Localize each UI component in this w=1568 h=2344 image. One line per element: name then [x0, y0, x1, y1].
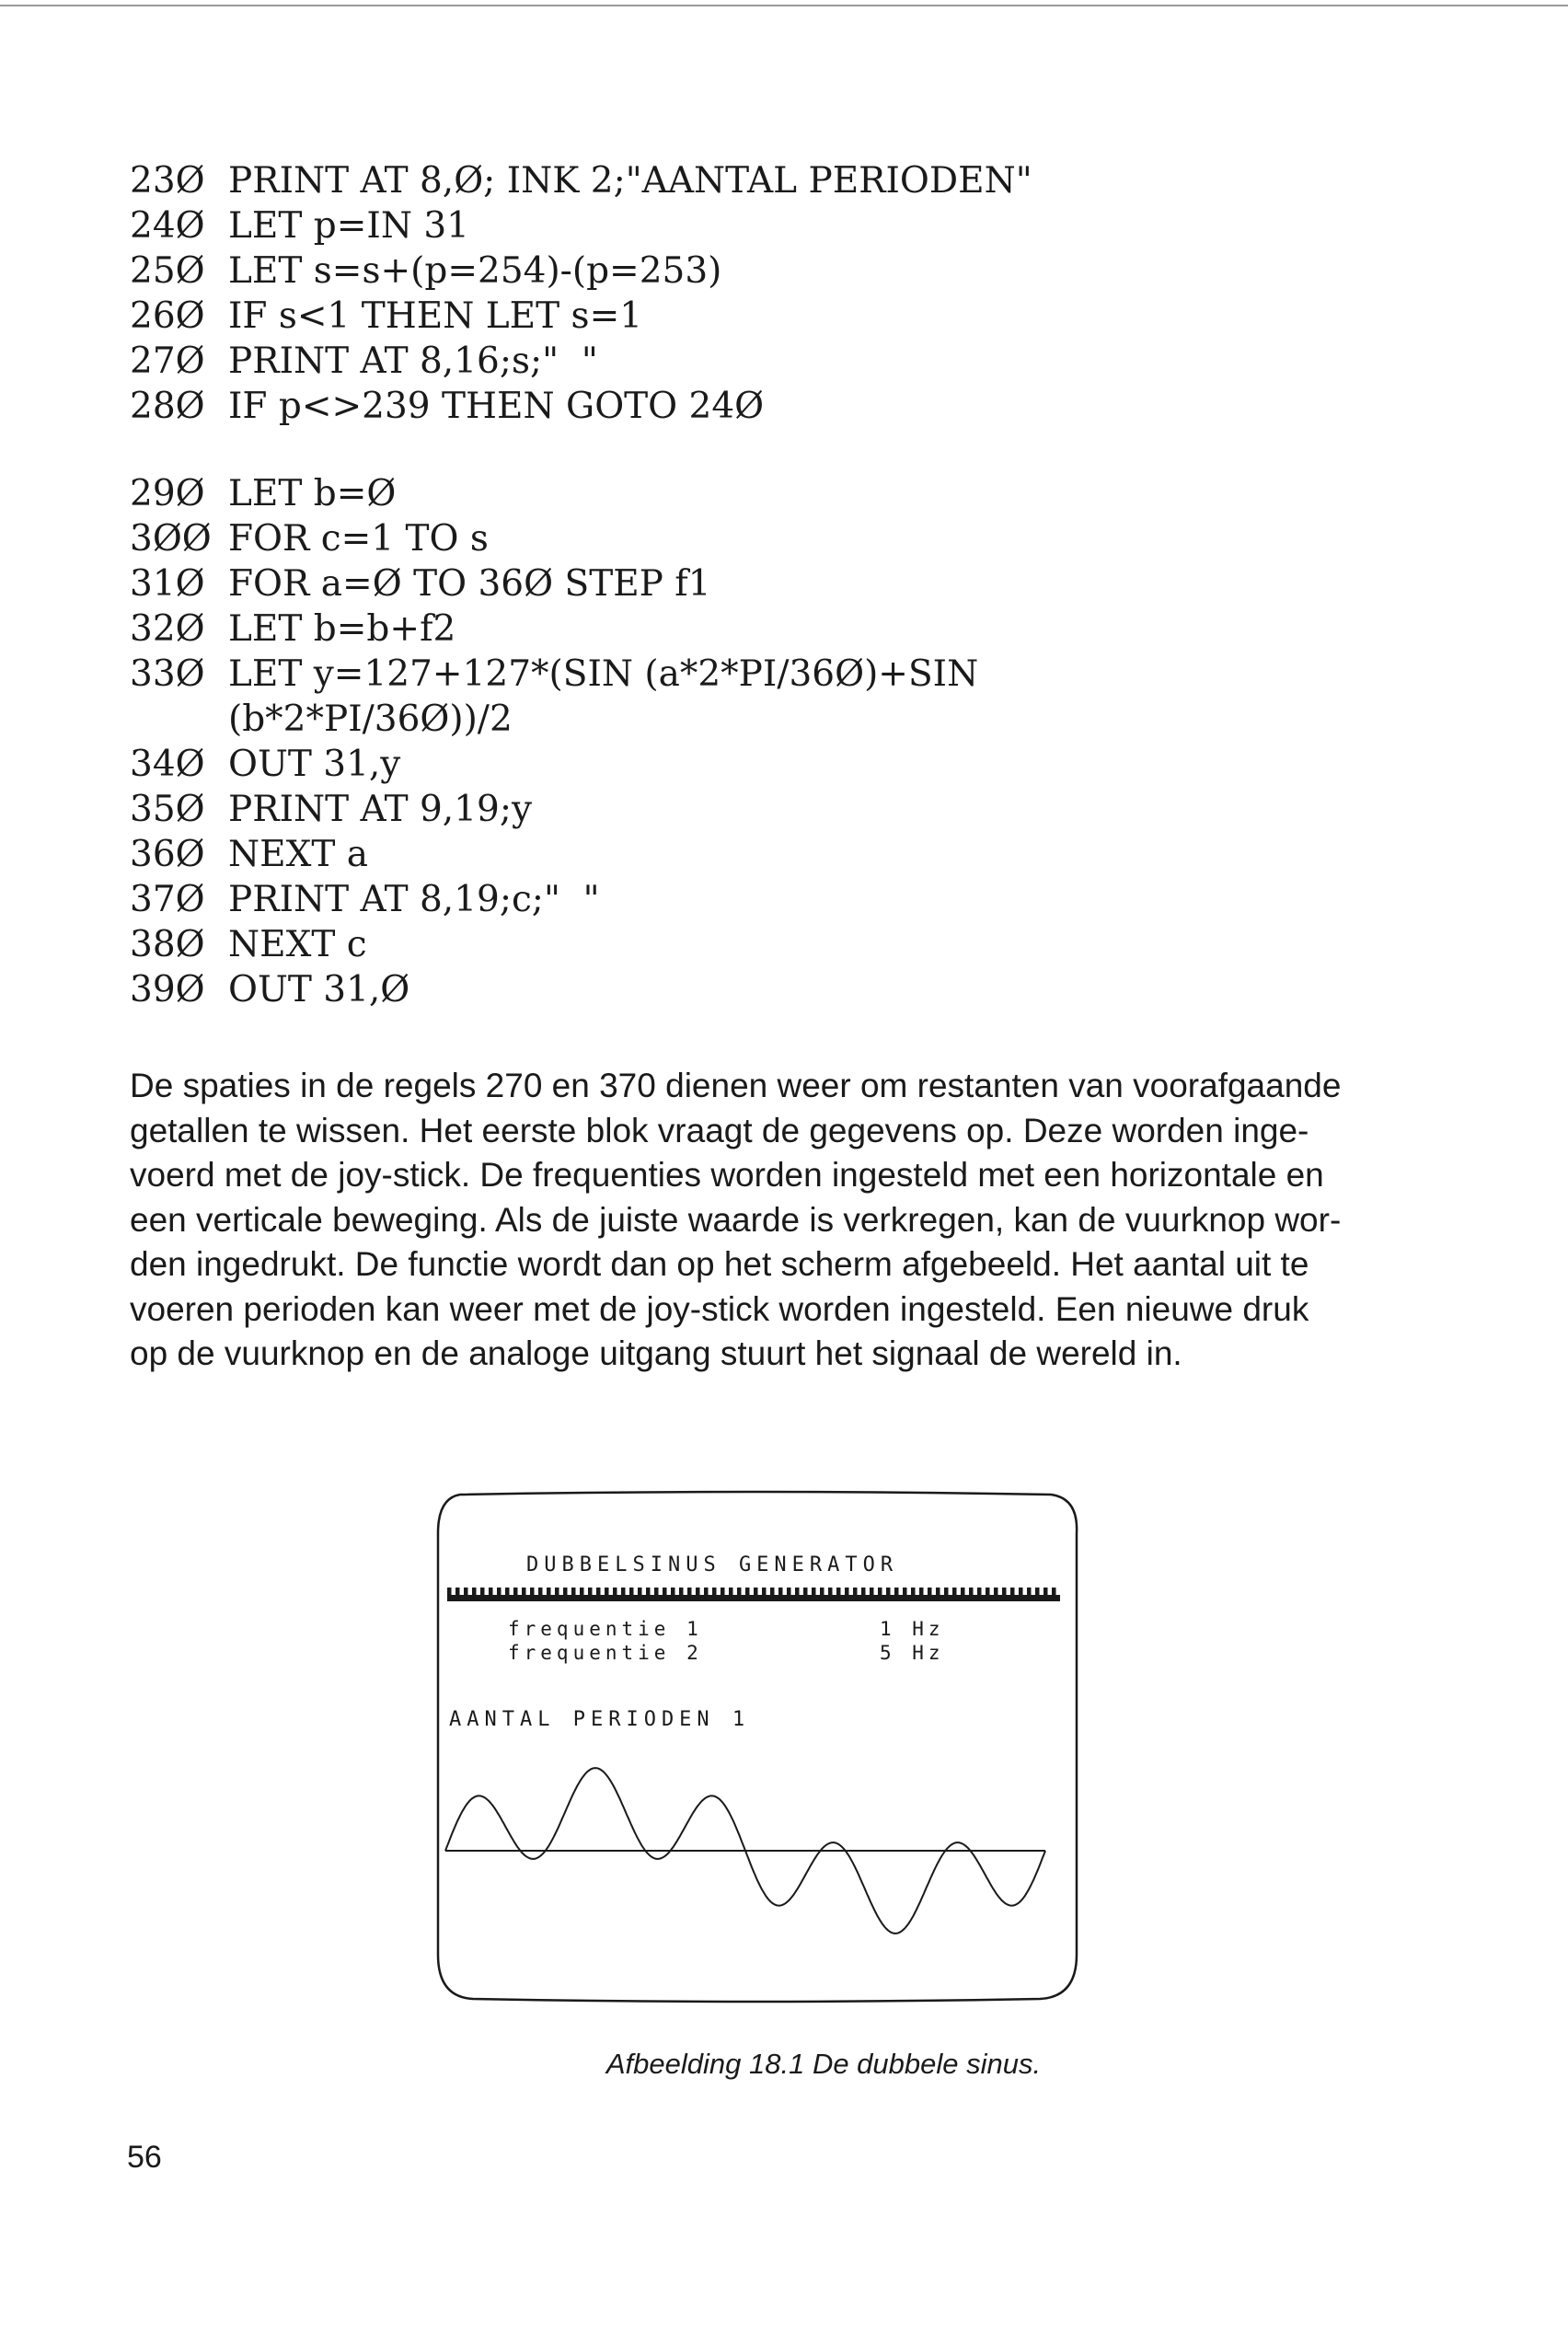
code-line [130, 742, 1326, 787]
basic-code-listing [130, 158, 1326, 1012]
code-line [130, 787, 1326, 832]
line-number: 34Ø [130, 744, 205, 785]
frequency-1-value: 1 Hz [880, 1618, 945, 1640]
line-number: 38Ø [130, 924, 205, 965]
code-line [130, 339, 1326, 384]
code-statement: FOR c=1 TO s [228, 518, 489, 560]
code-line [130, 832, 1326, 877]
frequency-1-label: frequentie 1 [508, 1618, 703, 1640]
code-line [130, 877, 1326, 922]
checkered-divider-bar [447, 1595, 1060, 1601]
line-number: 35Ø [130, 789, 205, 830]
code-statement: OUT 31,Ø [228, 969, 410, 1010]
paragraph-line: op de vuurknop en de analoge uitgang stuurt het signaal de wereld in. [130, 1334, 1182, 1372]
line-number: 33Ø [130, 653, 205, 695]
code-line [130, 516, 1326, 561]
line-number: 27Ø [130, 341, 205, 382]
code-line [130, 652, 1326, 697]
code-statement: PRINT AT 8,19;c;" " [228, 879, 600, 920]
tv-screen-figure [432, 1489, 1082, 2005]
code-line [130, 384, 1326, 429]
paragraph-line: getallen te wissen. Het eerste blok vraagt de gegevens op. Deze worden inge- [130, 1111, 1309, 1149]
code-line [130, 248, 1326, 294]
line-number: 36Ø [130, 834, 205, 875]
paragraph-line: voerd met de joy-stick. De frequenties worden ingesteld met een horizontale en [130, 1156, 1324, 1194]
frequency-2-label: frequentie 2 [508, 1642, 703, 1664]
body-paragraph [130, 1064, 1400, 1377]
line-number: 26Ø [130, 295, 205, 337]
code-statement: LET b=Ø [228, 473, 397, 514]
code-statement: FOR a=Ø TO 36Ø STEP f1 [228, 563, 711, 605]
code-statement: (b*2*PI/36Ø))/2 [228, 699, 513, 740]
line-number: 23Ø [130, 160, 205, 202]
line-number: 24Ø [130, 205, 205, 247]
code-statement: IF s<1 THEN LET s=1 [228, 295, 643, 337]
code-line [130, 203, 1326, 248]
code-statement: LET y=127+127*(SIN (a*2*PI/36Ø)+SIN [228, 653, 979, 695]
screen-title: DUBBELSINUS GENERATOR [526, 1553, 899, 1576]
line-number: 32Ø [130, 608, 205, 650]
code-statement: LET b=b+f2 [228, 608, 456, 650]
paragraph-line: een verticale beweging. Als de juiste waarde is verkregen, kan de vuurknop wor- [130, 1200, 1342, 1239]
code-block-gap [130, 429, 1326, 471]
code-line [130, 471, 1326, 516]
code-line [130, 561, 1326, 606]
line-number: 39Ø [130, 969, 205, 1010]
code-line [130, 606, 1326, 652]
code-line [130, 922, 1326, 967]
paragraph-line: De spaties in de regels 270 en 370 dienen weer om restanten van voorafgaande [130, 1067, 1342, 1104]
line-number: 28Ø [130, 386, 205, 427]
code-line-continuation [130, 697, 1326, 742]
page-top-rule [0, 5, 1568, 6]
line-number: 25Ø [130, 250, 205, 292]
paragraph-line: voeren perioden kan weer met de joy-stick worden ingesteld. Een nieuwe druk [130, 1289, 1309, 1328]
line-number: 29Ø [130, 473, 205, 514]
code-statement: LET p=IN 31 [228, 205, 469, 247]
periods-label: AANTAL PERIODEN 1 [449, 1708, 751, 1731]
frequency-2-value: 5 Hz [880, 1642, 945, 1664]
figure-caption: Afbeelding 18.1 De dubbele sinus. [605, 2048, 1042, 2080]
code-line [130, 158, 1326, 203]
code-statement: LET s=s+(p=254)-(p=253) [228, 250, 722, 292]
code-statement: PRINT AT 8,Ø; INK 2;"AANTAL PERIODEN" [228, 160, 1032, 202]
line-number: 31Ø [130, 563, 205, 605]
line-number: 3ØØ [130, 518, 212, 560]
code-line [130, 294, 1326, 339]
code-statement: PRINT AT 8,16;s;" " [228, 341, 598, 382]
paragraph-line: den ingedrukt. De functie wordt dan op het scherm afgebeeld. Het aantal uit te [130, 1245, 1309, 1283]
checkered-divider-teeth [447, 1588, 1056, 1595]
code-statement: PRINT AT 9,19;y [228, 789, 532, 830]
line-number [130, 697, 228, 742]
code-statement: NEXT a [228, 834, 369, 875]
code-statement: IF p<>239 THEN GOTO 24Ø [228, 386, 765, 427]
page-number: 56 [127, 2140, 162, 2175]
line-number: 37Ø [130, 879, 205, 920]
code-statement: OUT 31,y [228, 744, 401, 785]
code-statement: NEXT c [228, 924, 367, 965]
code-line [130, 967, 1326, 1012]
